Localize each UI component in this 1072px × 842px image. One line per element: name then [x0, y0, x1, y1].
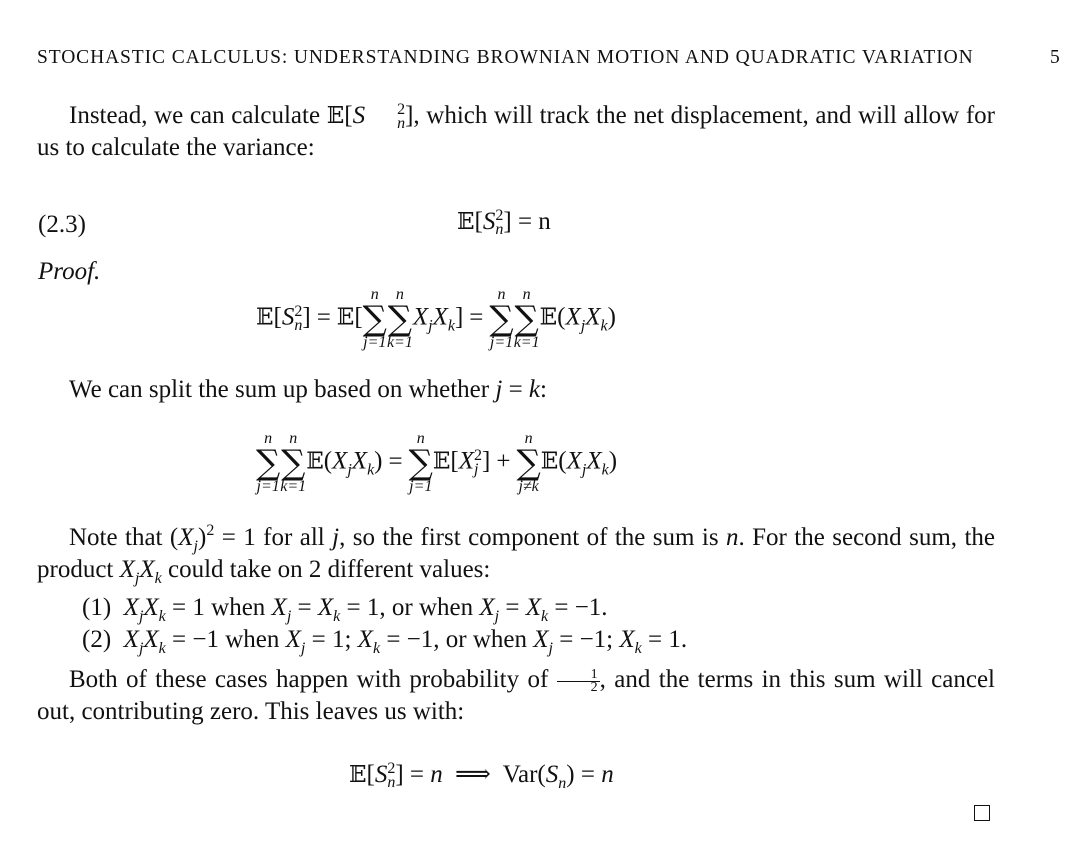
proof-equation-2: n ∑ j=1 n ∑ k=1 $𝔼(X_jX_k)$ = n ∑ j=1 𝔼[X 2 j ] + n ∑ j≠k $𝔼(X_jX_k)$	[256, 430, 618, 495]
note-paragraph: Note that $(X_j)^2 = 1$ for all j, so the first component of the sum is n. For the second sum, the product $X_jX_k$ could take on 2 different values:	[37, 522, 995, 587]
page-number: 5	[1050, 47, 1060, 68]
proof-label: Proof.	[38, 258, 101, 285]
case-1: (1) $X_jX_k = 1$ when $X_j = X_k = 1$, or when $X_j = X_k = -1$.	[82, 594, 608, 625]
case-2: (2) $X_jX_k = -1$ when $X_j = 1$; $X_k = -1$, or when $X_j = -1$; $X_k = 1$.	[82, 626, 688, 657]
qed-square-icon	[974, 805, 990, 821]
final-equation: 𝔼[S 2 n ] = n ⟹ $Var(S_n) = n$	[349, 760, 614, 792]
intro-paragraph: Instead, we can calculate 𝔼[S 2 n ], which will track the net displacement, and will allow for us to calculate the variance:	[37, 101, 995, 161]
split-sentence: We can split the sum up based on whether j = k:	[69, 376, 547, 403]
equation-number: (2.3)	[38, 211, 86, 238]
both-cases-paragraph: Both of these cases happen with probability of $\frac{1}{2}$ , and the terms in this sum will cancel out, contributing zero. This leaves us with:	[37, 666, 995, 725]
proof-equation-1: 𝔼[S 2 n ] = 𝔼[ n ∑ j=1 n ∑ k=1 $X_jX_k$] = n ∑ j=1 n ∑ k=1 $𝔼(X_jX_k)$	[256, 286, 616, 351]
running-header: STOCHASTIC CALCULUS: UNDERSTANDING BROWNIAN MOTION AND QUADRATIC VARIATION	[37, 47, 974, 68]
equation-2-3: 𝔼[S 2 n ] = n	[457, 207, 551, 239]
